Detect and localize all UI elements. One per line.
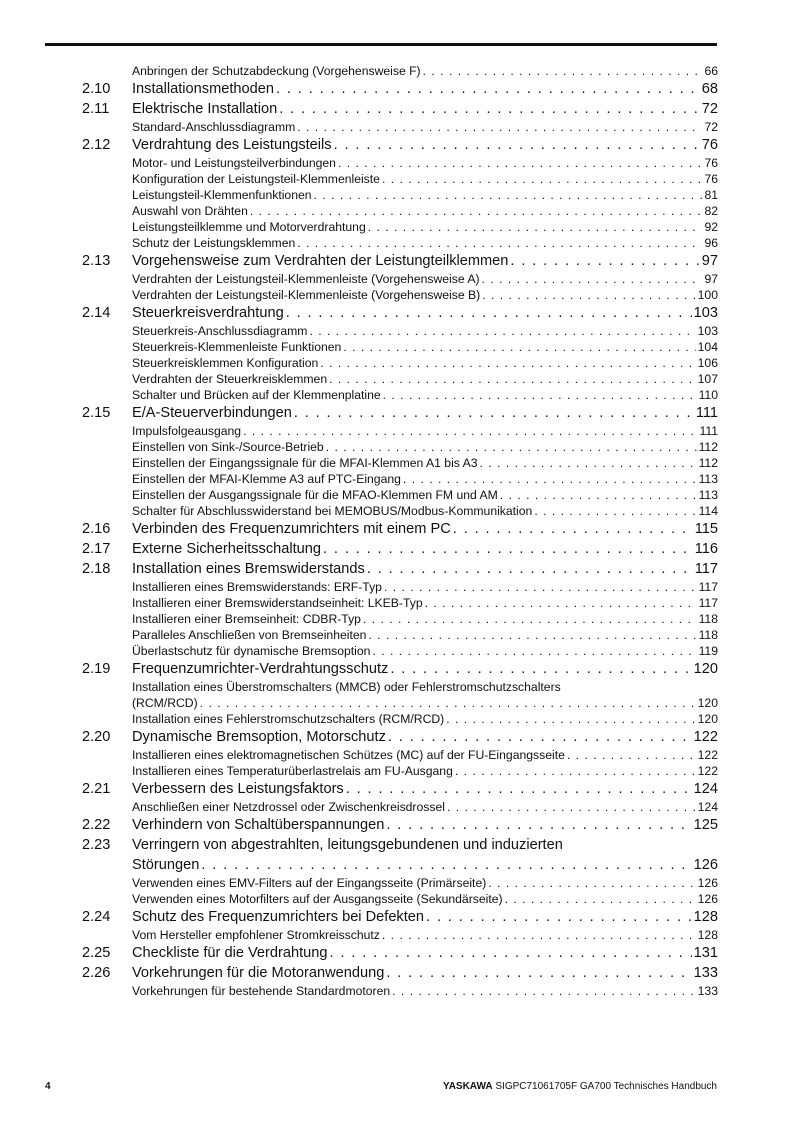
toc-page: 114 [698, 504, 718, 518]
toc-subentry[interactable] [82, 235, 718, 251]
toc-subentry[interactable] [82, 487, 718, 503]
toc-title: Einstellen der Eingangssignale für die MFAI-Klemmen A1 bis A3 [132, 456, 478, 470]
toc-subentry[interactable] [82, 63, 718, 79]
toc-number: 2.25 [82, 945, 111, 961]
toc-section[interactable] [82, 963, 718, 983]
toc-subentry[interactable] [82, 471, 718, 487]
toc-page: 107 [697, 372, 718, 386]
toc-number: 2.24 [82, 909, 111, 925]
toc-title: Verdrahten der Leistungsteil-Klemmenleiste (Vorgehensweise B) [132, 288, 481, 302]
toc-section[interactable] [82, 559, 718, 579]
toc-title: Schalter und Brücken auf der Klemmenplatine [132, 388, 381, 402]
toc-page: 122 [697, 764, 718, 778]
toc-title: Verhindern von Schaltüberspannungen [132, 817, 385, 833]
toc-title: Dynamische Bremsoption, Motorschutz [132, 729, 386, 745]
toc-page: 72 [704, 120, 718, 134]
header-rule [45, 43, 717, 46]
toc-subentry[interactable] [82, 627, 718, 643]
toc-title: Installation eines Bremswiderstands [132, 561, 365, 577]
toc-number: 2.26 [82, 965, 111, 981]
toc-title: Störungen [132, 857, 200, 873]
toc-page: 128 [697, 928, 718, 942]
footer-document-title: SIGPC71061705F GA700 Technisches Handbuch [492, 1081, 717, 1092]
toc-subentry[interactable] [82, 983, 718, 999]
toc-title: Standard-Anschlussdiagramm [132, 120, 296, 134]
toc-number: 2.12 [82, 137, 111, 153]
toc-title: Installationsmethoden [132, 81, 274, 97]
toc-page: 117 [698, 596, 718, 610]
toc-section[interactable] [82, 135, 718, 155]
toc-title: Motor- und Leistungsteilverbindungen [132, 156, 336, 170]
toc-page: 131 [693, 945, 718, 961]
toc-title: Paralleles Anschließen von Bremseinheiten [132, 628, 367, 642]
toc-page: 72 [701, 101, 718, 117]
toc-subentry[interactable] [82, 203, 718, 219]
toc-title: Leistungsteilklemme und Motorverdrahtung [132, 220, 366, 234]
toc-subentry[interactable] [82, 371, 718, 387]
toc-number: 2.11 [82, 101, 110, 117]
toc-section[interactable] [82, 79, 718, 99]
toc-title: Auswahl von Drähten [132, 204, 248, 218]
toc-section[interactable] [82, 303, 718, 323]
toc-page: 124 [697, 800, 718, 814]
toc-number: 2.15 [82, 405, 111, 421]
toc-title: Externe Sicherheitsschaltung [132, 541, 322, 557]
toc-number: 2.10 [82, 81, 111, 97]
toc-page: 112 [698, 456, 718, 470]
toc-subentry[interactable] [82, 799, 718, 815]
toc-title: Verbinden des Frequenzumrichters mit einem PC [132, 521, 451, 537]
toc-number: 2.17 [82, 541, 111, 557]
toc-title: Frequenzumrichter-Verdrahtungsschutz [132, 661, 389, 677]
toc-page: 119 [698, 644, 718, 658]
toc-title: Konfiguration der Leistungsteil-Klemmenleiste [132, 172, 380, 186]
toc-subentry[interactable] [82, 339, 718, 355]
toc-title: Checkliste für die Verdrahtung [132, 945, 328, 961]
toc-section[interactable] [82, 99, 718, 119]
toc-title: Installieren einer Bremswiderstandseinheit: LKEB-Typ [132, 596, 423, 610]
toc-subentry[interactable] [82, 323, 718, 339]
toc-number: 2.14 [82, 305, 111, 321]
toc-title: Installieren eines Temperaturüberlastrelais am FU-Ausgang [132, 764, 453, 778]
toc-title: Verbessern des Leistungsfaktors [132, 781, 344, 797]
toc-page: 122 [693, 729, 718, 745]
toc-title: Installieren eines Bremswiderstands: ERF-Typ [132, 580, 382, 594]
toc-title: Einstellen der Ausgangssignale für die MFAO-Klemmen FM und AM [132, 488, 498, 502]
toc-subentry[interactable] [82, 875, 718, 891]
toc-title: Impulsfolgeausgang [132, 424, 242, 438]
toc-subentry[interactable] [82, 187, 718, 203]
toc-number: 2.23 [82, 837, 111, 853]
toc-title: Installieren eines elektromagnetischen Schützes (MC) auf der FU-Eingangsseite [132, 748, 565, 762]
toc-subentry[interactable] [82, 595, 718, 611]
toc-page: 118 [698, 612, 718, 626]
toc-subentry[interactable] [82, 503, 718, 519]
toc-title: (RCM/RCD) [132, 696, 198, 710]
toc-title: Verdrahten der Leistungsteil-Klemmenleiste (Vorgehensweise A) [132, 272, 480, 286]
toc-title: Installation eines Überstromschalters (MMCB) oder Fehlerstromschutzschalters [132, 680, 561, 694]
toc-title: Vorgehensweise zum Verdrahten der Leistungteilklemmen [132, 253, 509, 269]
toc-title: Installation eines Fehlerstromschutzschalters (RCM/RCD) [132, 712, 445, 726]
toc-subentry[interactable] [82, 927, 718, 943]
toc-page: 113 [698, 472, 718, 486]
toc-title: Anschließen einer Netzdrossel oder Zwischenkreisdrossel [132, 800, 445, 814]
toc-subentry[interactable] [82, 155, 718, 171]
toc-title: Verringern von abgestrahlten, leitungsgebundenen und induzierten [132, 837, 563, 853]
toc-title: Vorkehrungen für die Motoranwendung [132, 965, 385, 981]
toc-title: Steuerkreis-Anschlussdiagramm [132, 324, 308, 338]
toc-subentry[interactable] [82, 711, 718, 727]
toc-title: Einstellen der MFAI-Klemme A3 auf PTC-Eingang [132, 472, 401, 486]
toc-number: 2.13 [82, 253, 111, 269]
table-of-contents [82, 63, 718, 999]
toc-section[interactable] [82, 779, 718, 799]
toc-page: 113 [698, 488, 718, 502]
toc-title: Steuerkreis-Klemmenleiste Funktionen [132, 340, 342, 354]
toc-section[interactable] [82, 815, 718, 835]
toc-subentry[interactable] [82, 171, 718, 187]
toc-page: 82 [704, 204, 718, 218]
toc-page: 81 [704, 188, 718, 202]
toc-page: 92 [704, 220, 718, 234]
toc-page: 117 [694, 561, 718, 577]
toc-page: 120 [697, 712, 718, 726]
toc-section[interactable] [82, 727, 718, 747]
toc-title: Steuerkreisklemmen Konfiguration [132, 356, 319, 370]
toc-title: Einstellen von Sink-/Source-Betrieb [132, 440, 324, 454]
toc-page: 103 [697, 324, 718, 338]
toc-subentry[interactable] [82, 355, 718, 371]
toc-page: 100 [697, 288, 718, 302]
toc-section-second-line[interactable] [82, 855, 718, 875]
toc-subentry[interactable] [82, 439, 718, 455]
toc-title: Vom Hersteller empfohlener Stromkreisschutz [132, 928, 380, 942]
toc-title: Schalter für Abschlusswiderstand bei MEMOBUS/Modbus-Kommunikation [132, 504, 533, 518]
toc-section[interactable] [82, 251, 718, 271]
toc-page: 103 [693, 305, 718, 321]
toc-page: 125 [693, 817, 718, 833]
toc-page: 117 [698, 580, 718, 594]
toc-page: 128 [693, 909, 718, 925]
toc-title: Leistungsteil-Klemmenfunktionen [132, 188, 312, 202]
toc-title: Vorkehrungen für bestehende Standardmotoren [132, 984, 391, 998]
toc-page: 76 [704, 156, 718, 170]
toc-subentry[interactable] [82, 611, 718, 627]
toc-page: 133 [693, 965, 718, 981]
toc-page: 116 [694, 541, 718, 557]
toc-page: 106 [697, 356, 718, 370]
toc-page: 126 [697, 892, 718, 906]
toc-section[interactable] [82, 907, 718, 927]
toc-page: 120 [697, 696, 718, 710]
toc-page: 112 [698, 440, 718, 454]
toc-page: 96 [704, 236, 718, 250]
toc-page: 126 [697, 876, 718, 890]
toc-title: Elektrische Installation [132, 101, 278, 117]
toc-number: 2.16 [82, 521, 111, 537]
toc-subentry[interactable] [82, 423, 718, 439]
toc-page: 124 [693, 781, 718, 797]
toc-section-first-line[interactable] [82, 835, 718, 855]
toc-title: Schutz der Leistungsklemmen [132, 236, 296, 250]
toc-number: 2.19 [82, 661, 111, 677]
toc-subentry[interactable] [82, 455, 718, 471]
toc-title: Überlastschutz für dynamische Bremsoption [132, 644, 371, 658]
toc-subentry-second-line[interactable] [82, 695, 718, 711]
toc-section[interactable] [82, 943, 718, 963]
toc-title: Installieren einer Bremseinheit: CDBR-Typ [132, 612, 361, 626]
toc-number: 2.20 [82, 729, 111, 745]
toc-page: 122 [697, 748, 718, 762]
footer-brand: YASKAWA [442, 1081, 493, 1092]
toc-title: Schutz des Frequenzumrichters bei Defekten [132, 909, 425, 925]
toc-subentry[interactable] [82, 643, 718, 659]
toc-page: 68 [701, 81, 718, 97]
toc-page: 120 [693, 661, 718, 677]
toc-page: 110 [698, 388, 718, 402]
toc-page: 118 [698, 628, 718, 642]
toc-number: 2.22 [82, 817, 111, 833]
toc-title: Verdrahten der Steuerkreisklemmen [132, 372, 328, 386]
toc-subentry[interactable] [82, 271, 718, 287]
toc-page: 126 [693, 857, 718, 873]
toc-page: 76 [704, 172, 718, 186]
toc-subentry[interactable] [82, 763, 718, 779]
toc-number: 2.21 [82, 781, 111, 797]
toc-title: Steuerkreisverdrahtung [132, 305, 284, 321]
toc-title: E/A-Steuerverbindungen [132, 405, 292, 421]
toc-page: 104 [697, 340, 718, 354]
toc-subentry[interactable] [82, 119, 718, 135]
toc-title: Anbringen der Schutzabdeckung (Vorgehensweise F) [132, 64, 421, 78]
toc-subentry[interactable] [82, 387, 718, 403]
footer-document-info [443, 1081, 717, 1092]
toc-subentry[interactable] [82, 891, 718, 907]
toc-number: 2.18 [82, 561, 111, 577]
toc-section[interactable] [82, 659, 718, 679]
toc-page: 133 [697, 984, 718, 998]
toc-page: 111 [699, 424, 718, 438]
toc-page: 66 [704, 64, 718, 78]
toc-page: 97 [701, 253, 718, 269]
toc-page: 115 [694, 521, 718, 537]
toc-section[interactable] [82, 539, 718, 559]
toc-subentry[interactable] [82, 579, 718, 595]
toc-section[interactable] [82, 519, 718, 539]
toc-page: 97 [704, 272, 718, 286]
toc-title: Verdrahtung des Leistungsteils [132, 137, 332, 153]
toc-subentry-first-line[interactable] [82, 679, 718, 695]
toc-subentry[interactable] [82, 219, 718, 235]
footer-page-number: 4 [45, 1081, 51, 1092]
toc-subentry[interactable] [82, 747, 718, 763]
toc-title: Verwenden eines EMV-Filters auf der Eingangsseite (Primärseite) [132, 876, 487, 890]
toc-page: 76 [701, 137, 718, 153]
toc-section[interactable] [82, 403, 718, 423]
toc-page: 111 [695, 405, 718, 421]
toc-subentry[interactable] [82, 287, 718, 303]
toc-title: Verwenden eines Motorfilters auf der Ausgangsseite (Sekundärseite) [132, 892, 503, 906]
